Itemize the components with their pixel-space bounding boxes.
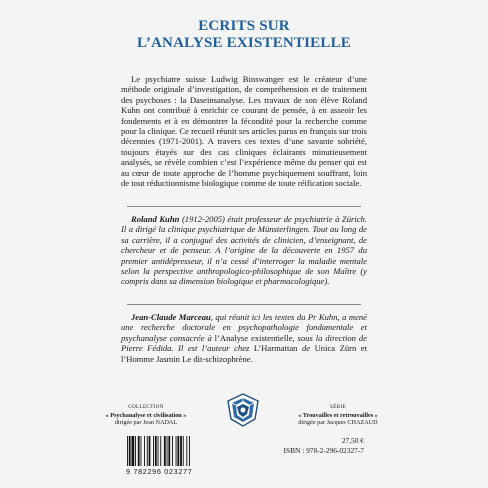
barcode-bar [176, 436, 177, 466]
barcode-bar [144, 436, 145, 466]
title-line-2: L’ANALYSE EXISTENTIELLE [137, 35, 351, 51]
editor-bio-text-b: , sous la direction de Pierre Fédida. Il est l’auteur chez [121, 332, 367, 354]
barcode-bar [172, 436, 173, 466]
barcode-bar [164, 436, 166, 466]
editor-bio-upright-b: L’Harmattan [253, 343, 298, 354]
editor-bio-marceau [121, 312, 367, 364]
price: 27,50 € [341, 436, 364, 445]
editor-bio-text-c: de [297, 343, 315, 354]
barcode-block [126, 436, 218, 476]
barcode-bar [183, 436, 184, 466]
publisher-logo-icon [225, 392, 261, 428]
collection-label: COLLECTION [128, 404, 164, 410]
editor-name-marceau: Jean-Claude Marceau [131, 312, 211, 322]
barcode-bar [147, 436, 148, 466]
series-label: SÉRIE [330, 404, 346, 410]
barcode-bar [153, 436, 154, 466]
barcode-bar [168, 436, 170, 466]
title-line-1: ECRITS SUR [198, 18, 290, 34]
barcode-bar [127, 436, 128, 466]
collection-name: « Psychanalyse et civilisation » [105, 411, 187, 419]
barcode-number: 9 782296 023277 [126, 467, 193, 476]
barcode-bar [155, 436, 157, 466]
barcode-bar [189, 436, 190, 466]
series-info [268, 404, 408, 427]
barcode-bar [132, 436, 135, 466]
barcode-icon [126, 436, 218, 466]
divider-top [127, 206, 361, 207]
barcode-bar [180, 436, 182, 466]
cover-title [0, 18, 488, 52]
barcode-bar [149, 436, 151, 466]
isbn: ISBN : 978-2-296-02327-7 [283, 446, 364, 455]
price-block [284, 436, 364, 456]
barcode-bar [177, 436, 179, 466]
author-bio-kuhn-text: (1912-2005) était professeur de psychiatrie à Zürich. Il a dirigé la clinique psychiatrique de Münsterlingen. Tout au long de sa carrière, il a conjugué des activités de clinicien, d’enseignant, de chercheur et de penseur. A l’origine de la découverte en 1957 du premier antidépresseur, il n’a cessé d’interroger la maladie mentale selon la perspective anthropologico-philosophique de son Maître (y compris dans sa dimension biologique et pharmacologique). [121, 214, 367, 287]
author-bio-kuhn [121, 214, 367, 287]
collection-director: dirigée par Jean NADAL [114, 419, 178, 427]
book-summary: Le psychiatre suisse Ludwig Binswanger est le créateur d’une méthode originale d’investigation, de compréhension et de traitement des psychoses : la Daseinsanalyse. Les travaux de son élève Roland Kuhn ont contribué à enrichir ce courant de pensée, à en asseoir les fondements et à en démontrer la fécondité pour la recherche comme pour la clinique. Ce recueil réunit ses articles parus en français sur trois décennies (1971-2001). A travers ces textes d’une savante sobriété, toujours étayés sur des cas cliniques éclairants minutieusement analysés, se révèle combien c’est l’expérience même du penser qui est au cœur de toute approche de l’homme psychiquement souffrant, loin de tout réductionnisme biologique comme de toute réification sociale. [121, 74, 367, 189]
series-director: dirigée par Jacques CHAZAUD [298, 419, 378, 427]
barcode-bar [141, 436, 142, 466]
barcode-bar [160, 436, 161, 466]
editor-bio-text-a: , qui réunit ici les textes du Pr Kuhn, a mené une recherche doctorale en psychopathologie fondamentale et psychanalyse consacrée à [121, 312, 367, 343]
collection-info [76, 404, 216, 427]
barcode-bar [158, 436, 159, 466]
author-name-kuhn: Roland Kuhn [131, 214, 180, 224]
barcode-bar [167, 436, 168, 466]
barcode-bar [129, 436, 131, 466]
series-name: « Trouvailles et retrouvailles » [298, 411, 378, 419]
divider-middle [127, 304, 361, 305]
editor-bio-upright-a: l’Analyse existentielle [214, 332, 293, 343]
editor-bio-upright-c: Unica Zürn et l’Homme Jasmin Le dit-schizophrène. [121, 343, 367, 364]
barcode-bar [135, 436, 136, 466]
barcode-bar [186, 436, 187, 466]
barcode-bar [138, 436, 140, 466]
